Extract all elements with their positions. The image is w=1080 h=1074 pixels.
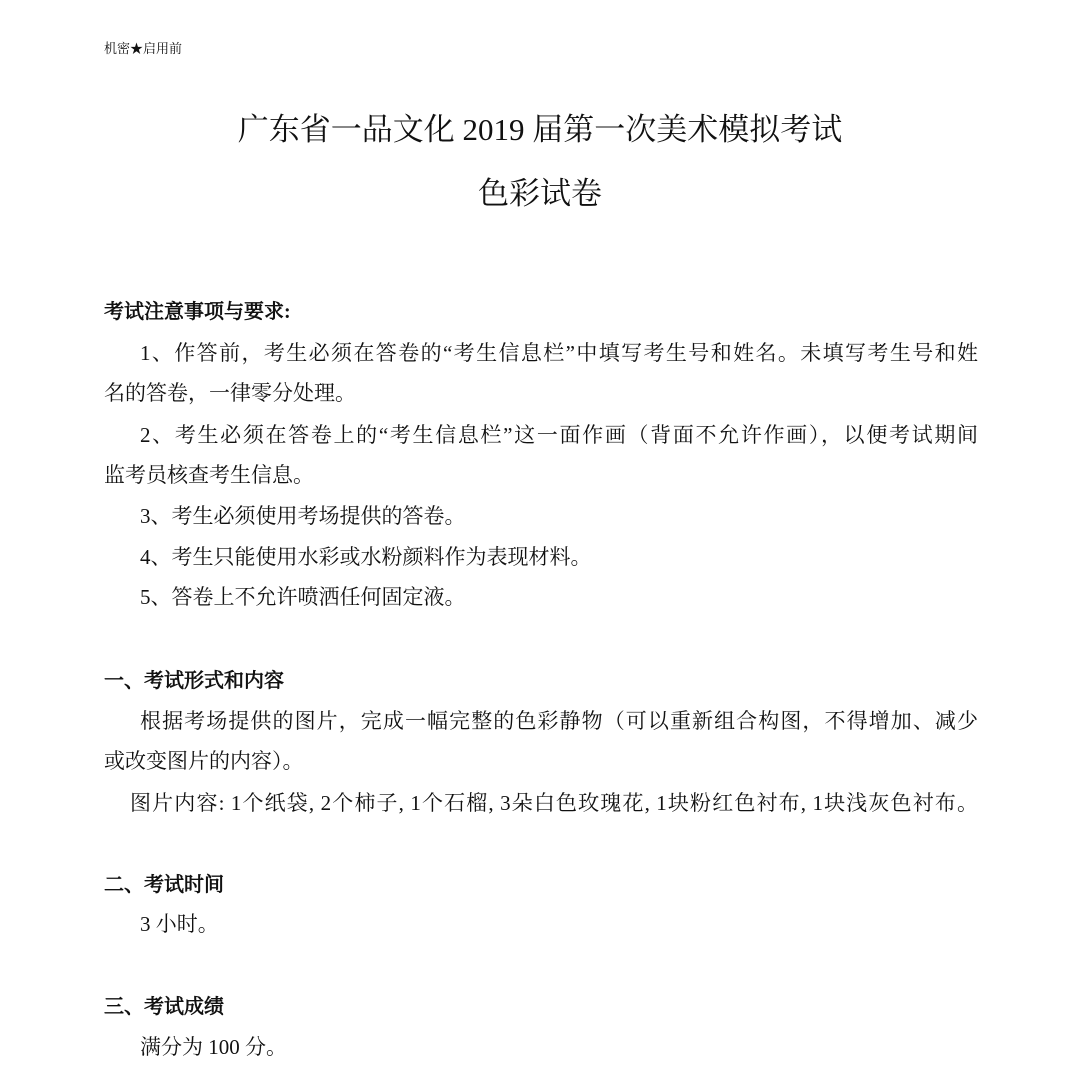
notice-line: 名的答卷，一律零分处理。 xyxy=(104,381,356,405)
notice-line: 3、考生必须使用考场提供的答卷。 xyxy=(140,504,466,528)
document-title: 广东省一品文化 2019 届第一次美术模拟考试 xyxy=(237,112,843,147)
notice-line: 1、作答前，考生必须在答卷的“考生信息栏”中填写考生号和姓名。未填写考生号和姓 xyxy=(140,341,978,365)
section1-heading: 一、考试形式和内容 xyxy=(104,670,284,692)
section2-line: 3 小时。 xyxy=(140,912,219,936)
notice-heading: 考试注意事项与要求: xyxy=(104,301,291,323)
section1-line: 或改变图片的内容）。 xyxy=(104,749,304,773)
section3-heading: 三、考试成绩 xyxy=(104,996,224,1018)
confidential-label: 机密★启用前 xyxy=(104,41,183,56)
section1-line: 图片内容: 1个纸袋, 2个柿子, 1个石榴, 3朵白色玫瑰花, 1块粉红色衬布, 1块浅灰色衬布。 xyxy=(130,791,978,815)
notice-line: 4、考生只能使用水彩或水粉颜料作为表现材料。 xyxy=(140,545,592,569)
notice-line: 监考员核查考生信息。 xyxy=(104,463,314,487)
section1-line: 根据考场提供的图片，完成一幅完整的色彩静物（可以重新组合构图，不得增加、减少 xyxy=(140,709,978,733)
section2-heading: 二、考试时间 xyxy=(104,874,224,896)
notice-line: 2、考生必须在答卷上的“考生信息栏”这一面作画（背面不允许作画），以便考试期间 xyxy=(140,423,978,447)
section3-line: 满分为 100 分。 xyxy=(140,1035,287,1059)
document-subtitle: 色彩试卷 xyxy=(478,176,602,211)
notice-line: 5、答卷上不允许喷洒任何固定液。 xyxy=(140,585,466,609)
